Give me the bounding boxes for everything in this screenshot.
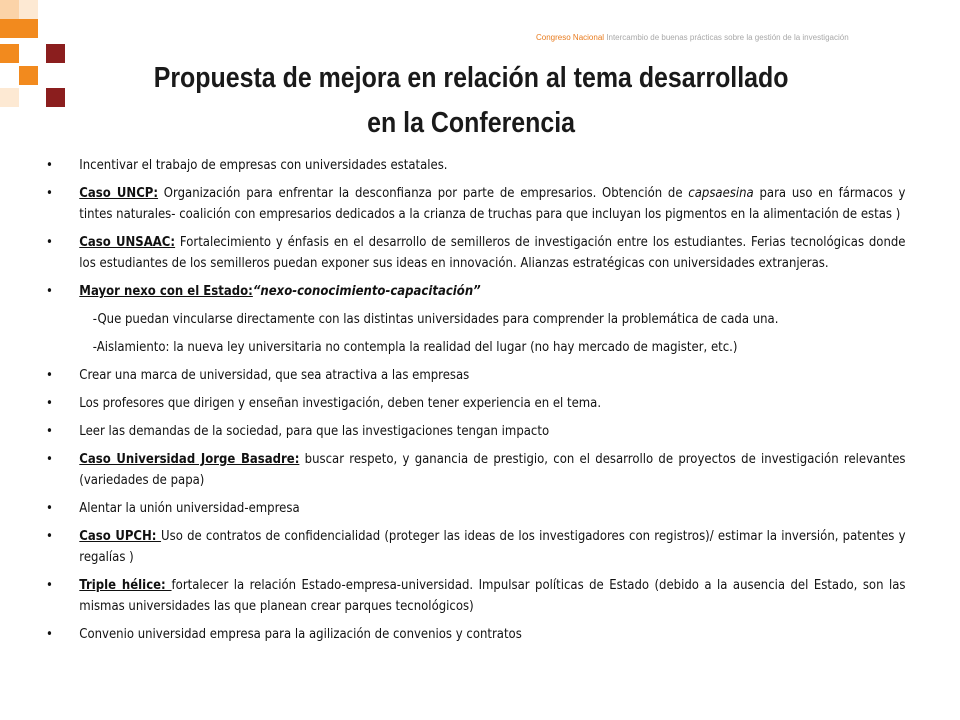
- item-text: fortalecer la relación Estado-empresa-universidad. Impulsar políticas de Estado (debido a la ausencia del Estado, son las mismas universidades las que planean crear parques tecnológicos): [79, 578, 906, 614]
- header-highlight: Congreso Nacional: [536, 33, 605, 42]
- item-text: Crear una marca de universidad, que sea atractiva a las empresas: [79, 368, 470, 383]
- item-text: Fortalecimiento y énfasis en el desarrollo de semilleros de investigación entre los estudiantes. Ferias tecnológicas donde los estudiantes de los semilleros puedan exponer sus ideas en innovación. Alianzas estratégicas con universidades extranjeras.: [79, 235, 906, 271]
- bullet-icon: •: [46, 396, 53, 411]
- bullet-icon: •: [46, 578, 53, 593]
- sub-item: -Aislamiento: la nueva ley universitaria no contempla la realidad del lugar (no hay mercado de magister, etc.): [92, 340, 738, 355]
- list-item: [46, 498, 906, 519]
- item-text: para uso en fármacos y tintes naturales- coalición con empresarios dedicados a la crianza de truchas para que incluyan los pigmentos en la alimentación de estas ): [79, 186, 906, 222]
- bullet-icon: •: [46, 158, 53, 173]
- item-label: Triple hélice:: [79, 578, 172, 593]
- list-item: [46, 449, 906, 491]
- decor-square: [19, 66, 38, 85]
- item-text: Los profesores que dirigen y enseñan investigación, deben tener experiencia en el tema.: [79, 396, 602, 411]
- bullet-icon: •: [46, 368, 53, 383]
- item-text: Uso de contratos de confidencialidad (proteger las ideas de los investigadores con registros)/ estimar la inversión, patentes y regalías ): [79, 529, 906, 565]
- item-emphasis: “nexo-conocimiento-capacitación”: [252, 284, 481, 299]
- list-item: [46, 575, 906, 617]
- list-item: [46, 232, 906, 274]
- decor-square: [0, 19, 19, 38]
- decor-square: [46, 88, 65, 107]
- page-title: Propuesta de mejora en relación al tema desarrollado en la Conferencia: [153, 62, 789, 139]
- list-item: [46, 155, 906, 176]
- list-item: [46, 624, 906, 645]
- decor-square: [0, 44, 19, 63]
- list-item: [46, 393, 906, 414]
- bullet-list: [46, 155, 906, 652]
- decor-square: [0, 0, 19, 19]
- item-text: Leer las demandas de la sociedad, para que las investigaciones tengan impacto: [79, 424, 550, 439]
- header-caption: [536, 33, 849, 42]
- decor-square: [19, 0, 38, 19]
- list-item: [46, 526, 906, 568]
- bullet-icon: •: [46, 529, 53, 544]
- list-item: [46, 421, 906, 442]
- bullet-icon: •: [46, 452, 53, 467]
- bullet-icon: •: [46, 235, 53, 250]
- item-label: Caso UPCH:: [79, 529, 162, 544]
- decor-square: [0, 88, 19, 107]
- item-label: Caso UNSAAC:: [79, 235, 176, 250]
- bullet-icon: •: [46, 627, 53, 642]
- header-rest: Intercambio de buenas prácticas sobre la gestión de la investigación: [604, 33, 849, 42]
- item-label: Mayor nexo con el Estado:: [79, 284, 253, 299]
- item-text: Convenio universidad empresa para la agilización de convenios y contratos: [79, 627, 522, 642]
- list-item: [46, 183, 906, 225]
- decor-square: [46, 44, 65, 63]
- item-emphasis: capsaesina: [688, 186, 754, 201]
- bullet-icon: •: [46, 424, 53, 439]
- list-item: [46, 365, 906, 386]
- list-item: [46, 281, 906, 302]
- bullet-icon: •: [46, 186, 53, 201]
- item-text: Organización para enfrentar la desconfianza por parte de empresarios. Obtención de: [158, 186, 689, 201]
- item-text: buscar respeto, y ganancia de prestigio, con el desarrollo de proyectos de investigación relevantes (variedades de papa): [79, 452, 906, 488]
- item-text: Incentivar el trabajo de empresas con universidades estatales.: [79, 158, 448, 173]
- bullet-icon: •: [46, 501, 53, 516]
- item-label: Caso Universidad Jorge Basadre:: [79, 452, 300, 467]
- bullet-icon: •: [46, 284, 53, 299]
- item-text: Alentar la unión universidad-empresa: [79, 501, 300, 516]
- item-label: Caso UNCP:: [79, 186, 159, 201]
- decor-square: [19, 19, 38, 38]
- sub-item: -Que puedan vincularse directamente con las distintas universidades para comprender la problemática de cada una.: [92, 312, 779, 327]
